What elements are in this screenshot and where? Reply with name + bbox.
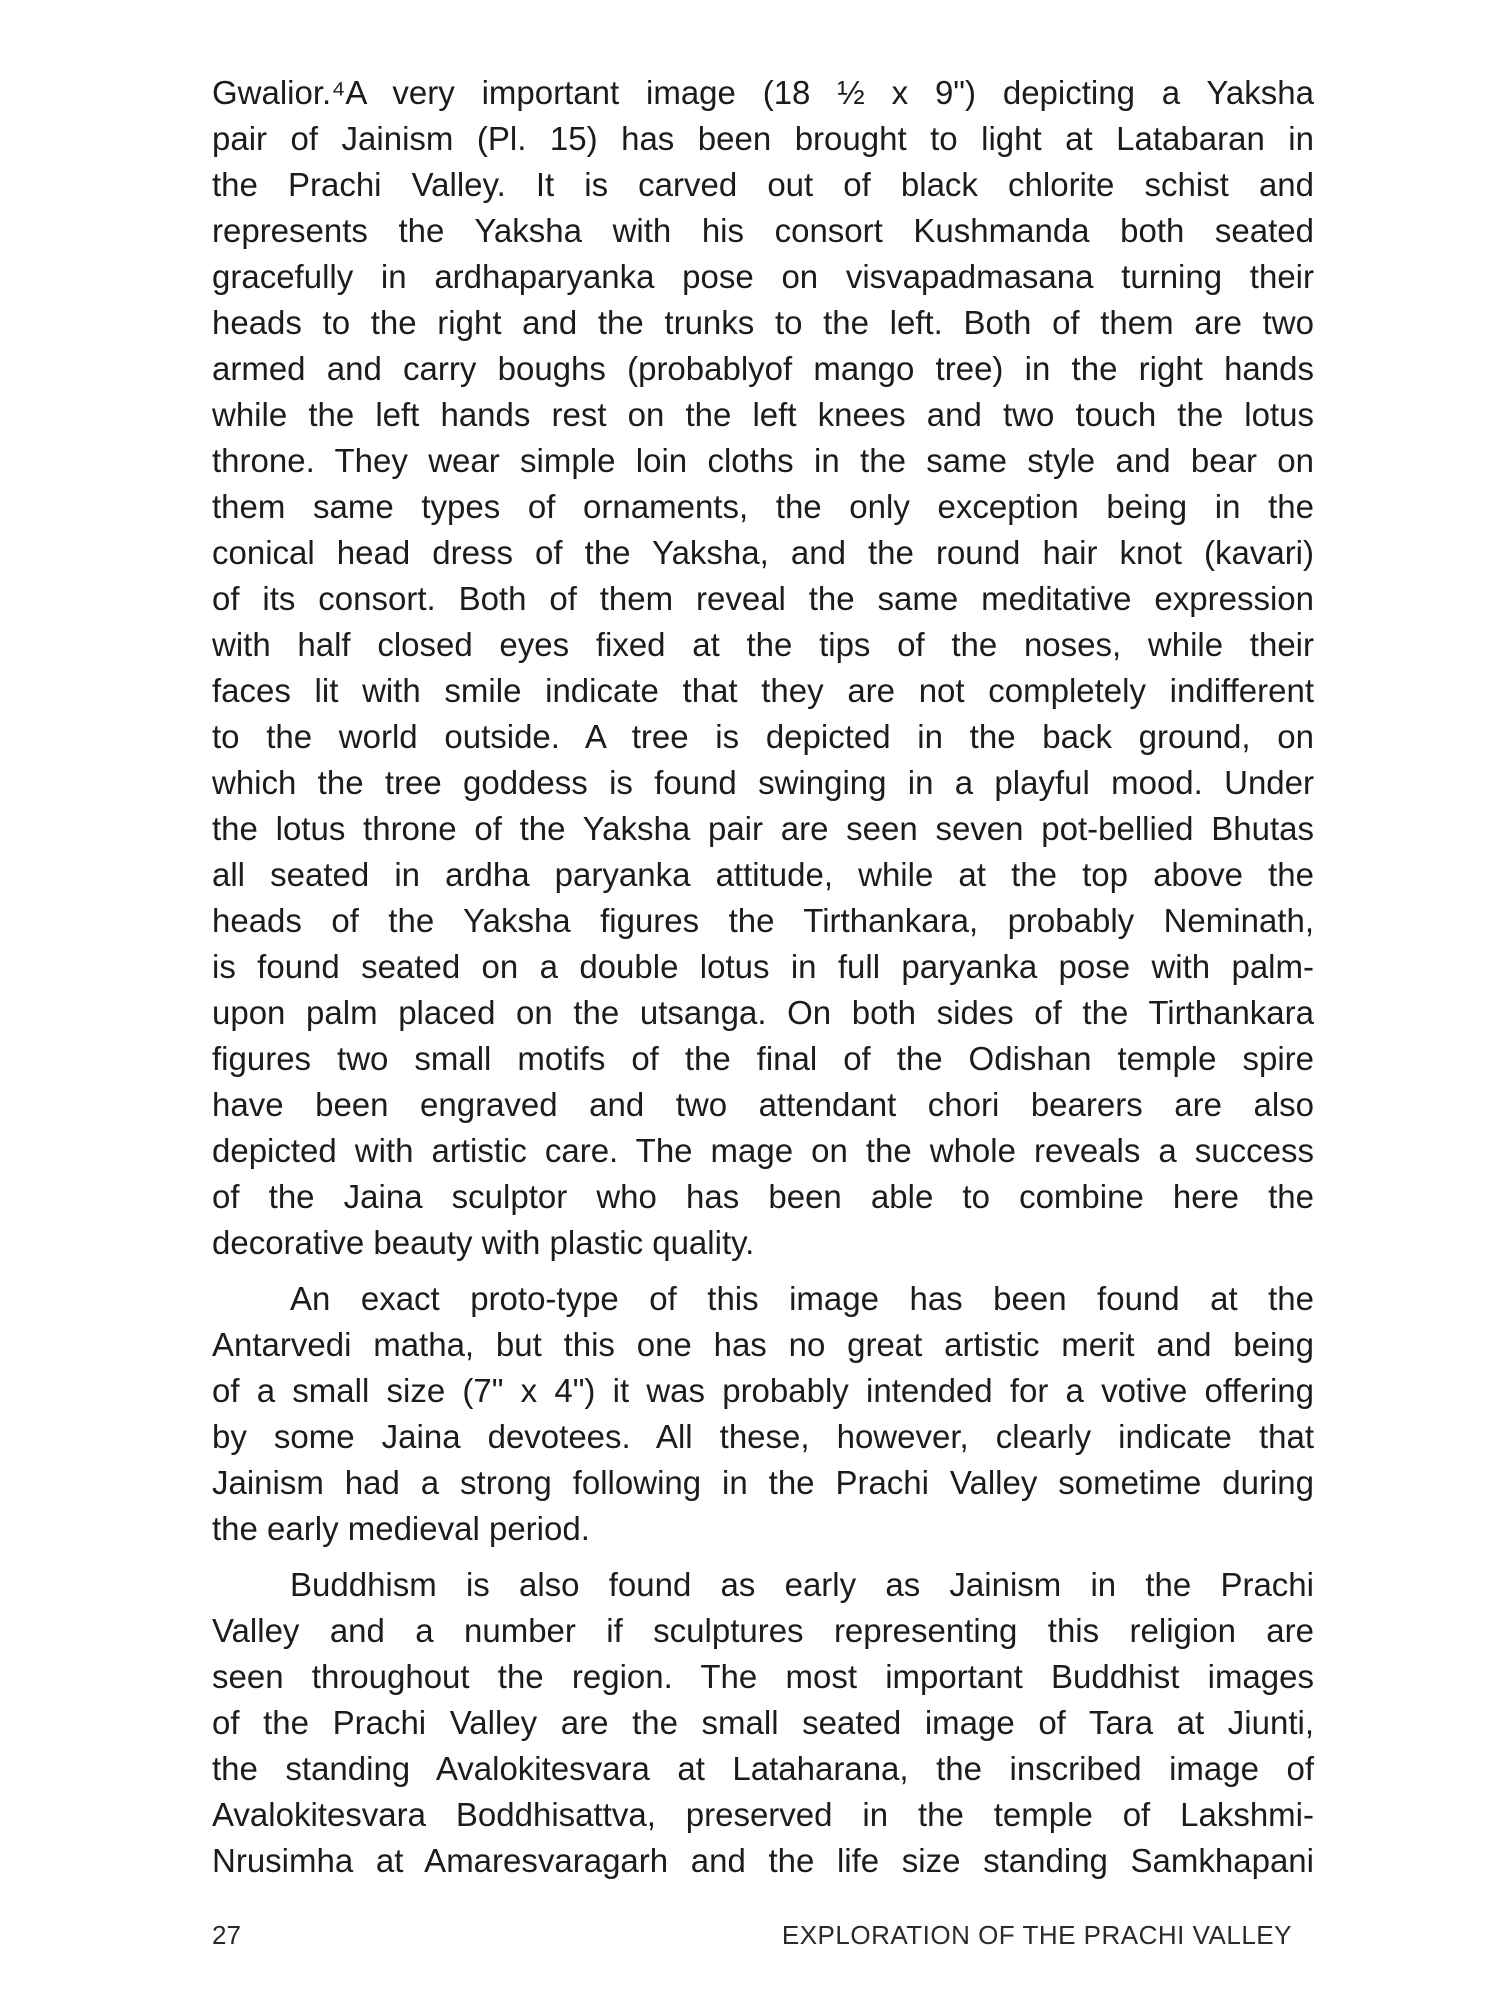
text-line: heads to the right and the trunks to the left. Both of them are two <box>212 304 1314 341</box>
text-line: pair of Jainism (Pl. 15) has been brought to light at Latabaran in <box>212 120 1314 157</box>
text-line: with half closed eyes fixed at the tips of the noses, while their <box>212 626 1314 663</box>
text-line: to the world outside. A tree is depicted in the back ground, on <box>212 718 1314 755</box>
text-line: them same types of ornaments, the only exception being in the <box>212 488 1314 525</box>
text-line: of a small size (7" x 4") it was probably intended for a votive offering <box>212 1372 1314 1409</box>
text-line: upon palm placed on the utsanga. On both sides of the Tirthankara <box>212 994 1314 1031</box>
text-line: figures two small motifs of the final of the Odishan temple spire <box>212 1040 1314 1077</box>
text-line: Avalokitesvara Boddhisattva, preserved in the temple of Lakshmi- <box>212 1796 1314 1833</box>
text-line: faces lit with smile indicate that they are not completely indifferent <box>212 672 1314 709</box>
text-line: the lotus throne of the Yaksha pair are seen seven pot-bellied Bhutas <box>212 810 1314 847</box>
text-line: represents the Yaksha with his consort Kushmanda both seated <box>212 212 1314 249</box>
text-line: gracefully in ardhaparyanka pose on visvapadmasana turning their <box>212 258 1314 295</box>
text-line: Antarvedi matha, but this one has no great artistic merit and being <box>212 1326 1314 1363</box>
text-line: of the Jaina sculptor who has been able to combine here the <box>212 1178 1314 1215</box>
running-head: EXPLORATION OF THE PRACHI VALLEY <box>781 1920 1292 1950</box>
body-text <box>212 70 1314 1894</box>
page-number: 27 <box>212 1920 241 1950</box>
text-line: Valley and a number if sculptures representing this religion are <box>212 1612 1314 1649</box>
paragraph-yaksha-image <box>212 70 1314 1266</box>
text-line: is found seated on a double lotus in full paryanka pose with palm- <box>212 948 1314 985</box>
text-line: Gwalior.⁴A very important image (18 ½ x 9") depicting a Yaksha <box>212 74 1314 111</box>
text-line: by some Jaina devotees. All these, however, clearly indicate that <box>212 1418 1314 1455</box>
text-line: have been engraved and two attendant chori bearers are also <box>212 1086 1314 1123</box>
text-line: throne. They wear simple loin cloths in the same style and bear on <box>212 442 1314 479</box>
text-line: conical head dress of the Yaksha, and the round hair knot (kavari) <box>212 534 1314 571</box>
text-line: Jainism had a strong following in the Prachi Valley sometime during <box>212 1464 1314 1501</box>
text-line: armed and carry boughs (probablyof mango tree) in the right hands <box>212 350 1314 387</box>
text-line: the early medieval period. <box>212 1510 590 1547</box>
paragraph-antarvedi-prototype <box>212 1276 1314 1552</box>
text-line: the Prachi Valley. It is carved out of black chlorite schist and <box>212 166 1314 203</box>
text-line: depicted with artistic care. The mage on the whole reveals a success <box>212 1132 1314 1169</box>
text-line: heads of the Yaksha figures the Tirthankara, probably Neminath, <box>212 902 1314 939</box>
text-line: while the left hands rest on the left knees and two touch the lotus <box>212 396 1314 433</box>
text-line: An exact proto-type of this image has been found at the <box>290 1280 1314 1317</box>
text-line: the standing Avalokitesvara at Lataharana, the inscribed image of <box>212 1750 1314 1787</box>
paragraph-buddhism <box>212 1562 1314 1884</box>
text-line: which the tree goddess is found swinging in a playful mood. Under <box>212 764 1314 801</box>
text-line: decorative beauty with plastic quality. <box>212 1224 755 1261</box>
text-line: of its consort. Both of them reveal the same meditative expression <box>212 580 1314 617</box>
page-footer <box>212 1920 1292 1960</box>
text-line: all seated in ardha paryanka attitude, while at the top above the <box>212 856 1314 893</box>
text-line: of the Prachi Valley are the small seated image of Tara at Jiunti, <box>212 1704 1314 1741</box>
text-line: seen throughout the region. The most important Buddhist images <box>212 1658 1314 1695</box>
text-line: Buddhism is also found as early as Jainism in the Prachi <box>290 1566 1314 1603</box>
text-line: Nrusimha at Amaresvaragarh and the life size standing Samkhapani <box>212 1842 1314 1879</box>
